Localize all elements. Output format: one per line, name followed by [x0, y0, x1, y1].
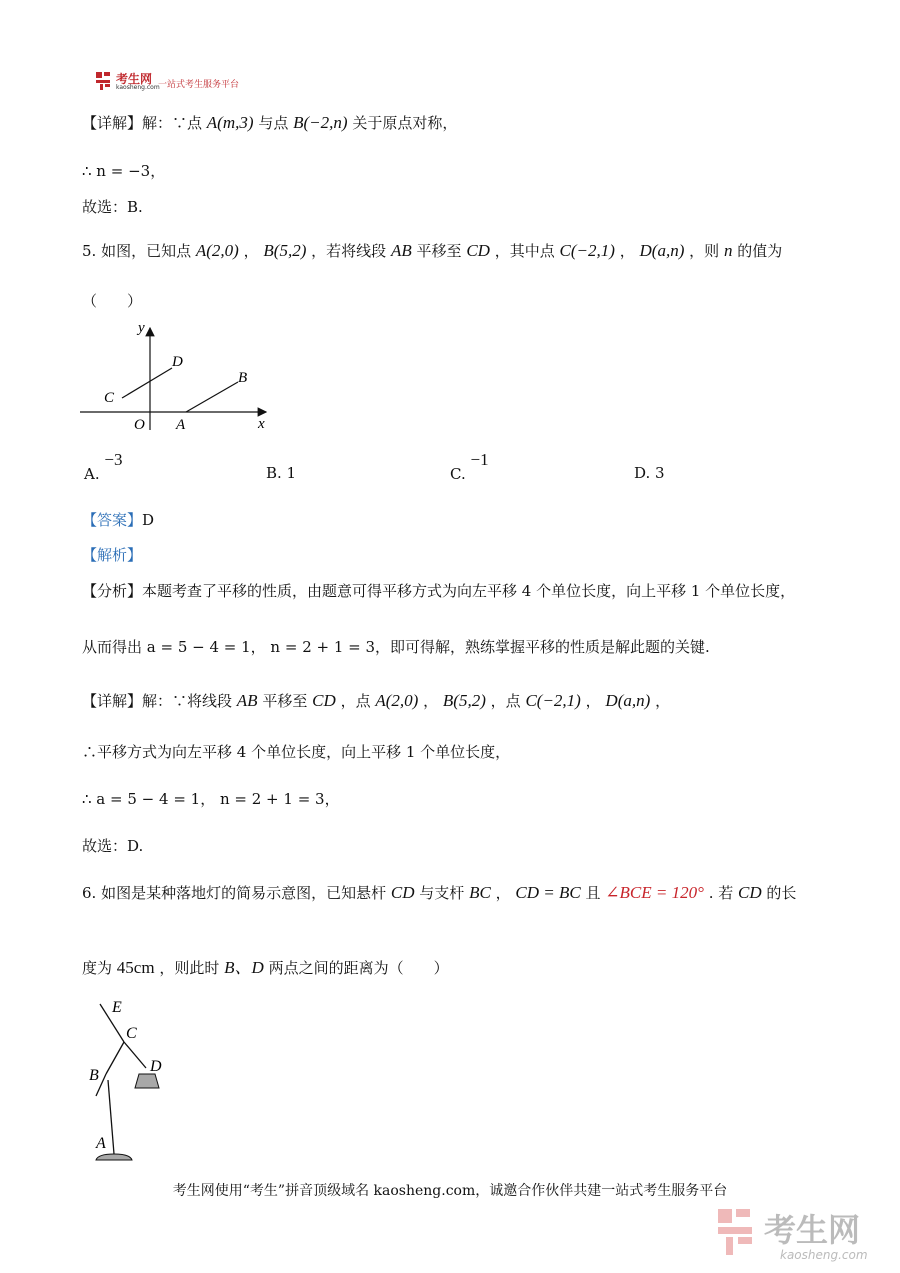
q4-point-a: A(m,3)	[206, 113, 254, 132]
q5-math: A(2,0)	[195, 241, 239, 260]
option-label: A.	[84, 465, 100, 483]
q5-detail-text: ，点	[490, 692, 521, 710]
watermark-name: 考生网	[764, 1211, 861, 1249]
point-b-label: B	[238, 370, 248, 386]
rod-ab	[108, 1080, 114, 1154]
q5-detail-text: ，	[585, 692, 601, 710]
option-value: −1	[470, 450, 489, 469]
q5-detail-text: ，	[655, 692, 671, 710]
watermark-logo	[716, 1205, 886, 1265]
analysis-line-1: 【分析】本题考查了平移的性质，由题意可得平移方式为向左平移 4 个单位长度，向上平移 1 个单位长度，	[82, 582, 796, 600]
q6-points: B、D	[224, 958, 264, 977]
point-a-label: A	[176, 417, 186, 433]
watermark	[716, 1205, 886, 1269]
q6-angle-condition: ∠BCE = 120°	[605, 883, 704, 902]
q5-math: D(a,n)	[639, 241, 685, 260]
answer-tag: 【答案】	[82, 511, 143, 529]
lamp-shade	[135, 1074, 159, 1088]
origin-label: O	[134, 417, 145, 433]
point-b-label: B	[89, 1067, 99, 1084]
option-label: C.	[450, 465, 466, 483]
q5-stem-text: ，若将线段	[311, 242, 387, 260]
q6-math: CD = BC	[515, 883, 581, 902]
watermark-mark-icon	[718, 1209, 752, 1255]
q6-stem-text: 的长	[766, 884, 797, 902]
point-e-label: E	[112, 999, 122, 1016]
q5-math: CD	[466, 241, 490, 260]
q5-option-a[interactable]	[84, 450, 123, 484]
q5-detail-math: D(a,n)	[605, 691, 651, 710]
q6-stem-text: 6. 如图是某种落地灯的简易示意图，已知悬杆	[82, 884, 387, 902]
q4-detail-prefix: 【详解】解：∵点	[82, 114, 203, 132]
q6-math: CD	[390, 883, 415, 902]
q5-stem	[82, 240, 782, 261]
rod-cb	[106, 1042, 124, 1074]
q6-stem-text: . 若	[708, 884, 734, 902]
q5-detail-math: A(2,0)	[375, 691, 419, 710]
q4-detail-suffix: 关于原点对称，	[352, 114, 458, 132]
q5-math: AB	[390, 241, 412, 260]
point-d-label: D	[172, 354, 183, 370]
q5-detail-text: 平移至	[262, 692, 308, 710]
q5-detail-line-2: ∴平移方式为向左平移 4 个单位长度，向上平移 1 个单位长度，	[82, 743, 511, 761]
q5-stem-text: ，则	[689, 242, 720, 260]
q5-paren: （ ）	[82, 292, 143, 310]
q5-stem-text: 5. 如图，已知点	[82, 242, 192, 260]
q5-math: n	[723, 241, 733, 260]
q6-stem-text: 且	[585, 884, 601, 902]
q6-length: 45cm	[116, 958, 155, 977]
lamp-base	[96, 1154, 132, 1160]
q5-detail-math: CD	[312, 691, 336, 710]
q5-stem-text: ，	[243, 242, 259, 260]
segment-cd	[122, 368, 172, 398]
q5-detail-text: ，	[423, 692, 439, 710]
q5-stem-text: 的值为	[737, 242, 783, 260]
option-value: −3	[104, 450, 123, 469]
q6-lamp-diagram	[84, 992, 184, 1164]
analysis-tag: 【解析】	[82, 546, 143, 564]
point-c-label: C	[104, 390, 115, 406]
q5-detail-line-3: ∴ a = 5 − 4 = 1， n = 2 + 1 = 3，	[82, 790, 340, 808]
q4-detail-mid: 与点	[258, 114, 289, 132]
q6-stem	[82, 882, 796, 903]
point-d-label: D	[150, 1058, 162, 1075]
q6-stem-text: ，则此时	[159, 959, 220, 977]
rod-cd	[124, 1042, 146, 1068]
logo-site: kaosheng.com	[116, 84, 160, 91]
q5-option-b[interactable]: B. 1	[266, 464, 297, 482]
q4-choose: 故选：B.	[82, 198, 143, 216]
q5-stem-text: ，其中点	[494, 242, 555, 260]
q6-stem-text: 与支杆	[419, 884, 465, 902]
q5-figure	[80, 316, 280, 440]
point-c-label: C	[126, 1025, 137, 1042]
logo-slogan: 一站式考生服务平台	[158, 80, 240, 90]
q5-answer	[82, 509, 154, 530]
logo-name: 考生网	[116, 72, 153, 86]
watermark-site: kaosheng.com	[780, 1248, 868, 1262]
logo-icon	[96, 72, 112, 90]
q5-choose: 故选：D.	[82, 837, 144, 855]
q5-option-d[interactable]: D. 3	[634, 464, 665, 482]
page-footer: 考生网使用“考生”拼音顶级域名 kaosheng.com，诚邀合作伙伴共建一站式考生服务平台	[172, 1183, 728, 1199]
q5-math: C(−2,1)	[559, 241, 615, 260]
q6-stem-text: 两点之间的距离为（ ）	[268, 959, 449, 977]
q6-stem-text: ，	[495, 884, 511, 902]
q6-stem-line-2	[82, 953, 449, 978]
q6-math: BC	[469, 883, 491, 902]
q4-point-b: B(−2,n)	[293, 113, 348, 132]
q5-detail-math: B(5,2)	[442, 691, 486, 710]
q5-detail	[82, 690, 670, 711]
analysis-line-2: 从而得出 a = 5 − 4 = 1， n = 2 + 1 = 3，即可得解，熟练掌握平移的性质是解此题的关键.	[82, 638, 710, 656]
q5-stem-text: 平移至	[416, 242, 462, 260]
q5-detail-math: C(−2,1)	[525, 691, 581, 710]
q5-option-c[interactable]	[450, 450, 489, 484]
x-label: x	[258, 416, 265, 432]
q4-detail	[82, 112, 457, 133]
q6-figure	[84, 992, 184, 1168]
q5-stem-text: ，	[619, 242, 635, 260]
q5-detail-math: AB	[236, 691, 258, 710]
q6-math: CD	[738, 883, 762, 902]
y-label: y	[138, 320, 145, 336]
q6-stem-text: 度为	[82, 959, 113, 977]
q5-detail-text: 【详解】解：∵将线段	[82, 692, 233, 710]
q5-math: B(5,2)	[263, 241, 307, 260]
q5-coordinate-diagram	[80, 316, 280, 436]
q5-detail-text: ，点	[340, 692, 371, 710]
segment-ab	[186, 382, 238, 412]
q4-therefore: ∴ n = −3，	[82, 162, 166, 180]
answer-value: D	[142, 511, 155, 529]
point-a-label: A	[96, 1135, 106, 1152]
